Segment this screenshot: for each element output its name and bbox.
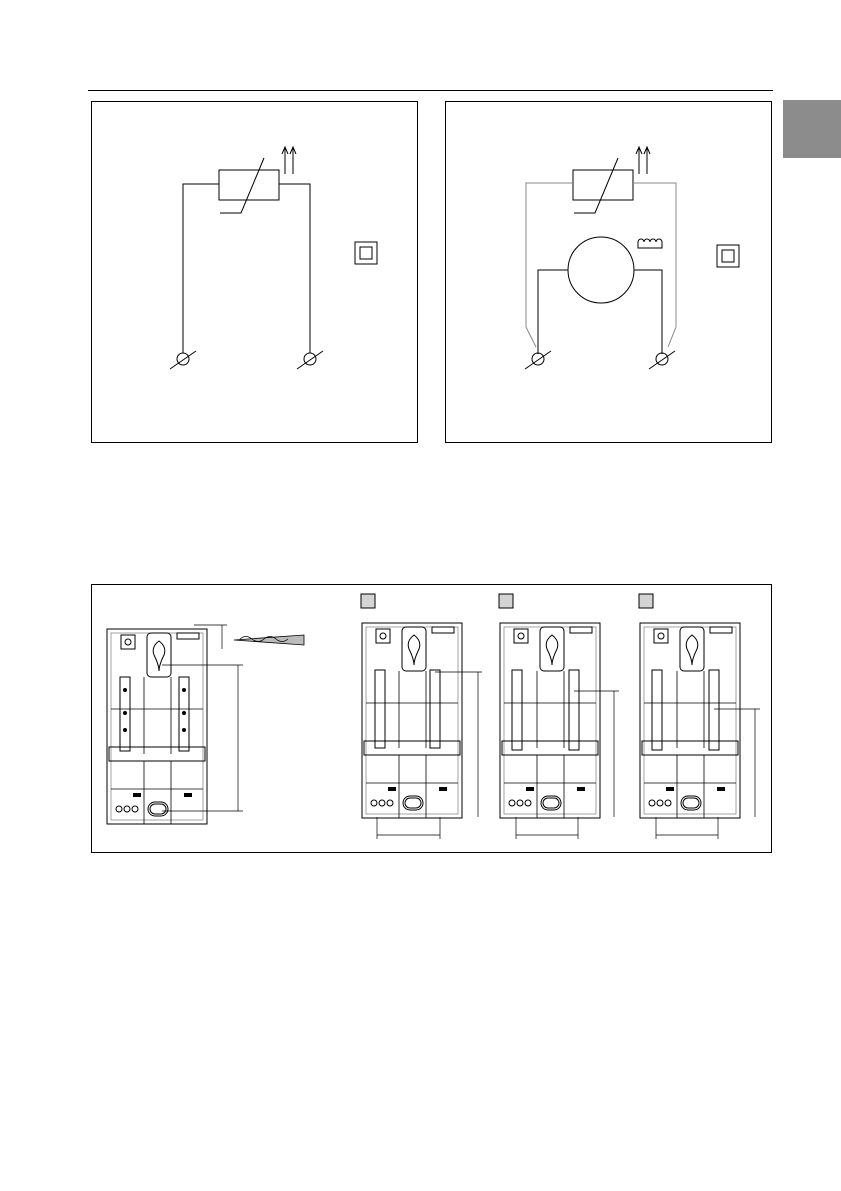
variant-2: [499, 594, 619, 839]
variant-3: [639, 594, 760, 839]
base-plate-main: [107, 625, 243, 824]
wire-left: [183, 184, 219, 353]
variable-resistor-icon: [219, 170, 279, 200]
mounting-svg: [92, 585, 773, 854]
variant-1: [361, 594, 482, 839]
protection-class-ii-icon: [355, 242, 377, 264]
mounting-diagram: [91, 584, 772, 853]
heating-element-icon: [638, 239, 662, 248]
circuit-diagram-motor: [445, 101, 772, 443]
header-rule: [88, 90, 773, 91]
wire-right: [279, 184, 310, 353]
drill-bit-icon: [234, 635, 304, 645]
variable-resistor-icon: [573, 170, 633, 200]
circuit-diagram-resistive: [91, 101, 418, 443]
motor-icon: [568, 237, 634, 303]
circuit-a-svg: [92, 102, 419, 444]
circuit-b-svg: [446, 102, 773, 444]
section-tab-marker: [783, 100, 841, 158]
resistor-slash: [220, 158, 264, 213]
protection-class-ii-icon: [717, 245, 739, 267]
